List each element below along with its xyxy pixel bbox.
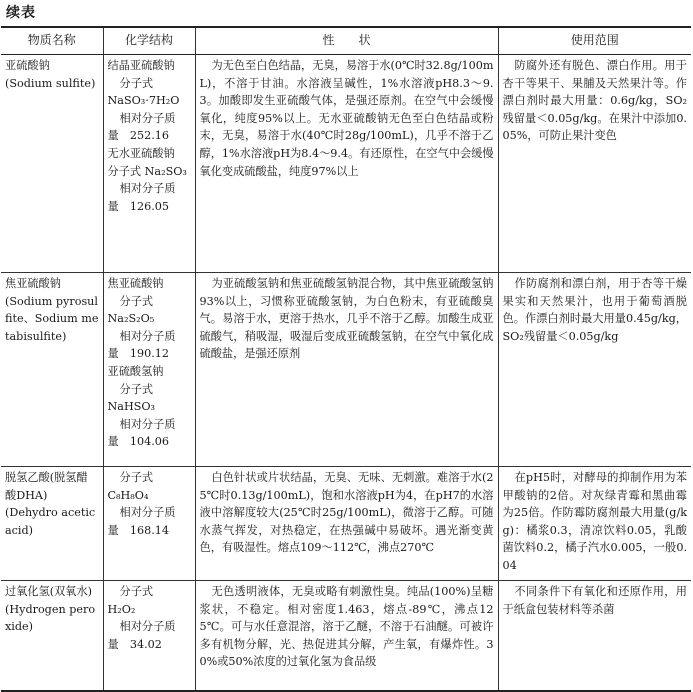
properties-cell: 白色针状或片状结晶，无臭、无味、无刺激。难溶于水(25℃时0.13g/100mL)，饱和水溶液pH为4，在pH7的水溶液中溶解度较大(25℃时25g/100mL)，微溶于乙醇。可随水蒸气挥发，对热稳定，在热强碱中易破坏。遇光渐变黄色，有吸湿性。熔点109～112℃，沸点270℃: [195, 467, 498, 581]
usage-cell: 作防腐剂和漂白剂，用于杏等干燥果实和天然果汁，也用于葡萄酒脱色。作漂白剂时最大用量0.45g/kg，SO₂残留量＜0.05g/kg: [498, 273, 691, 467]
structure-line: 相对分子质: [119, 111, 176, 125]
substance-name-cell: [1, 581, 103, 691]
structure-line: 相对分子质: [119, 506, 176, 520]
structure-line: NaHSO₃: [107, 400, 156, 414]
structure-line: 分子式: [119, 294, 154, 308]
structure-line: 无水亚硫酸钠: [107, 146, 175, 160]
substance-name-en: (Dehydro acetic acid): [5, 506, 96, 537]
structure-cell: [103, 467, 195, 581]
structure-cell: [103, 55, 195, 273]
properties-cell: 为无色至白色结晶，无臭，易溶于水(0℃时32.8g/100mL)，不溶于甘油。水溶液呈碱性，1%水溶液pH8.3～9.3。加酸即发生亚硫酸气体，是强还原剂。在空气中会缓慢氧化，纯度95%以上。无水亚硫酸钠无色至白色结晶或粉末，无臭，易溶于水(40℃时28g/100mL)，几乎不溶于乙醇，1%水溶液pH为8.4～9.4。有还原性，在空气中会缓慢氧化变成硫酸盐，纯度97%以上: [195, 55, 498, 273]
usage-cell: 不同条件下有氧化和还原作用，用于纸盒包装材料等杀菌: [498, 581, 691, 691]
table-row: [1, 581, 691, 691]
substance-name-cell: [1, 467, 103, 581]
header-structure: 化学结构: [103, 27, 195, 55]
structure-line: NaSO₃·7H₂O: [107, 94, 180, 108]
table-row: [1, 273, 691, 467]
header-usage: 使用范围: [498, 27, 691, 55]
structure-line: 相对分子质: [119, 620, 176, 634]
structure-line: Na₂S₂O₅: [107, 312, 155, 326]
substance-name-cn: 亚硫酸钠: [5, 59, 50, 72]
structure-line: 相对分子质: [119, 329, 176, 343]
substance-name-en: (Hydrogen peroxide): [5, 602, 96, 634]
structure-line: 相对分子质: [119, 182, 176, 196]
structure-cell: [103, 581, 195, 691]
structure-line: C₈H₈O₄: [107, 488, 149, 502]
substance-name-cell: [1, 55, 103, 273]
structure-line: 分子式 Na₂SO₃: [107, 164, 187, 178]
structure-line: 量 190.12: [107, 347, 170, 361]
substance-name-cn: 脱氢乙酸(脱氢醋酸DHA): [5, 471, 88, 502]
structure-line: 亚硫酸氢钠: [107, 364, 164, 378]
structure-cell: [103, 273, 195, 467]
properties-cell: 无色透明液体，无臭或略有刺激性臭。纯品(100%)呈糖浆状，不稳定。相对密度1.463，熔点-89℃，沸点125℃。可与水任意混溶，溶于乙醚，不溶于石油醚。可被许多有机物分解，光、热促进其分解，产生氧，有爆炸性。30%或50%浓度的过氧化氢为食品级: [195, 581, 498, 691]
substance-name-cell: [1, 273, 103, 467]
structure-line: 量 104.06: [107, 435, 170, 449]
additives-table: [1, 26, 691, 692]
structure-line: 量 252.16: [107, 129, 170, 143]
structure-line: 结晶亚硫酸钠: [107, 59, 175, 72]
properties-cell: 为亚硫酸氢钠和焦亚硫酸氢钠混合物，其中焦亚硫酸氢钠93%以上，习惯称亚硫酸氢钠，为白色粉末，有亚硫酸臭气。易溶于水，更溶于热水，几乎不溶于乙醇。加酸生成亚硫酸气，稍吸湿，吸湿后变成亚硫酸氢钠，在空气中氧化成硫酸盐，是强还原剂: [195, 273, 498, 467]
structure-line: 焦亚硫酸钠: [107, 277, 164, 290]
structure-line: H₂O₂: [107, 602, 136, 616]
substance-name-cn: 过氧化氢(双氧水): [5, 585, 93, 598]
header-properties: 性 状: [195, 27, 498, 55]
header-name: 物质名称: [27, 33, 76, 48]
usage-cell: 在pH5时，对酵母的抑制作用为苯甲酸钠的2倍。对灰绿青霉和黑曲霉为25倍。作防霉防腐剂最大用量(g/kg)：橘浆0.3，清凉饮料0.05，乳酸菌饮料0.2，橘子汽水0.005，一般0.04: [498, 467, 691, 581]
structure-line: 相对分子质: [119, 417, 176, 431]
structure-line: 分子式: [119, 382, 154, 396]
table-caption: 续表: [6, 5, 36, 21]
structure-line: 分子式: [119, 471, 154, 484]
structure-line: 分子式: [119, 76, 154, 90]
structure-line: 量 168.14: [107, 523, 170, 537]
usage-cell: 防腐外还有脱色、漂白作用。用于杏干等果干、果脯及天然果汁等。作漂白剂时最大用量：0.6g/kg，SO₂残留量＜0.05g/kg。在果汁中添加0.05%，可防止果汁变色: [498, 55, 691, 273]
substance-name-en: (Sodium sulfite): [5, 76, 96, 90]
structure-line: 量 34.02: [107, 637, 162, 651]
substance-name-cn: 焦亚硫酸钠: [5, 277, 61, 290]
structure-line: 量 126.05: [107, 199, 170, 213]
table-row: [1, 55, 691, 273]
structure-line: 分子式: [119, 585, 154, 598]
table-row: [1, 467, 691, 581]
header-row: [1, 27, 691, 55]
substance-name-en: (Sodium pyrosulfite、Sodium metabisulfite): [5, 294, 99, 343]
